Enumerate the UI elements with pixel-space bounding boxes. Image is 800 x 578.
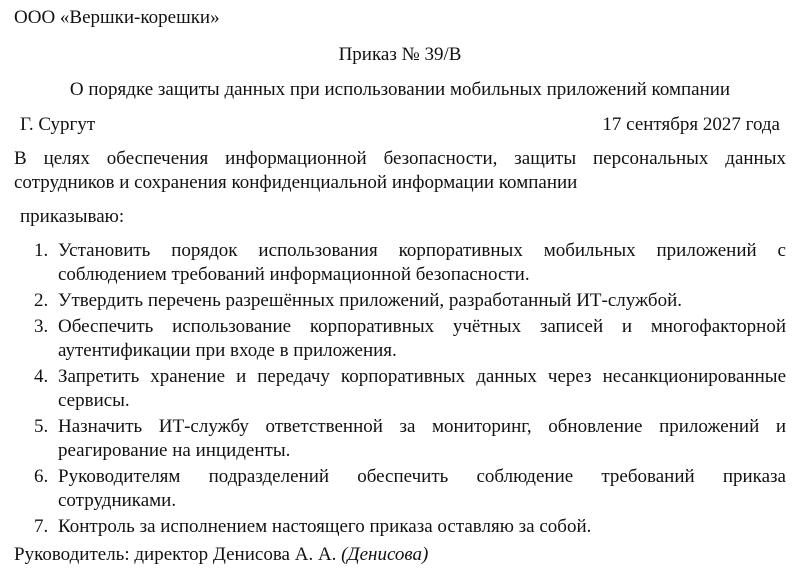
item-number: 1. [34,240,49,261]
item-number: 6. [34,466,49,487]
list-item [34,465,786,513]
item-text: Контроль за исполнением настоящего приказа оставляю за собой. [58,516,592,537]
order-items-list [34,239,786,541]
order-date: 17 сентября 2027 года [602,114,780,135]
item-text: Утвердить перечень разрешённых приложений, разработанный ИТ-службой. [58,290,682,311]
order-subject: О порядке защиты данных при использовании мобильных приложений компании [69,79,731,100]
list-item [34,515,786,539]
list-item [34,239,786,287]
item-number: 5. [34,416,49,437]
signature-label: Руководитель: директор Денисова А. А. [14,544,337,565]
city: Г. Сургут [20,114,96,135]
order-title: Приказ № 39/В [338,44,462,65]
item-text: Руководителям подразделений обеспечить соблюдение требований приказа сотрудниками. [58,466,786,511]
item-number: 2. [34,290,49,311]
organization-name: ООО «Вершки-корешки» [14,7,220,28]
item-number: 4. [34,366,49,387]
list-item [34,415,786,463]
item-text: Назначить ИТ-службу ответственной за мониторинг, обновление приложений и реагирование на инциденты. [58,416,786,461]
signature-line [14,544,428,566]
item-text: Обеспечить использование корпоративных учётных записей и многофакторной аутентификации при входе в приложения. [58,316,786,361]
item-text: Установить порядок использования корпоративных мобильных приложений с соблюдением требований информационной безопасности. [58,240,786,285]
list-item [34,289,786,313]
handwritten-signature: (Денисова) [341,544,429,565]
list-item [34,365,786,413]
item-text: Запретить хранение и передачу корпоративных данных через несанкционированные сервисы. [58,366,786,411]
item-number: 3. [34,316,49,337]
decree-word: приказываю: [20,206,125,227]
list-item [34,315,786,363]
preamble: В целях обеспечения информационной безопасности, защиты персональных данных сотрудников и сохранения конфиденциальной информации компании [14,148,786,193]
item-number: 7. [34,516,49,537]
